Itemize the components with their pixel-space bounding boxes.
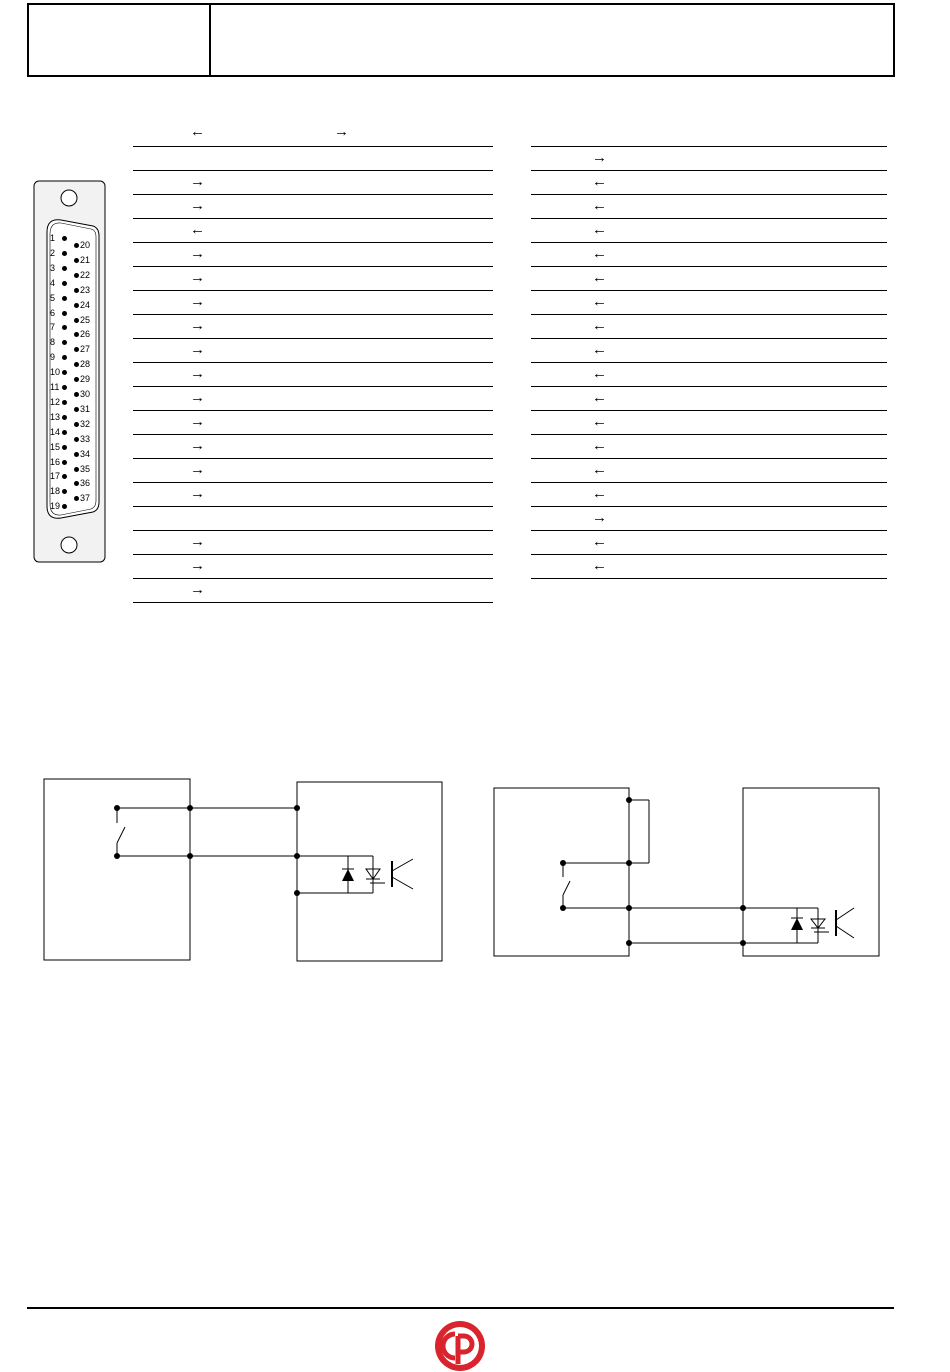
pin-dot [62, 445, 67, 450]
pin-label: 30 [80, 389, 91, 399]
pin-dot [74, 318, 79, 323]
pin-label: 12 [50, 396, 61, 407]
arrow-right-icon: → [190, 437, 205, 454]
pin-dot [74, 452, 79, 457]
pin-label: 29 [80, 374, 91, 385]
pin-label: 25 [80, 314, 91, 325]
table-row [531, 531, 887, 555]
arrow-left-icon: ← [592, 269, 607, 286]
pin-dot [62, 296, 67, 301]
pin-dot [62, 430, 67, 435]
arrow-left-icon: ← [592, 437, 607, 454]
arrow-right-icon: → [190, 317, 205, 334]
db37-connector [33, 180, 107, 564]
arrow-left-icon: ← [592, 317, 607, 334]
pin-label: 19 [50, 501, 61, 512]
pin-label: 2 [50, 247, 56, 258]
pin-dot [74, 288, 79, 293]
table-row [531, 411, 887, 435]
pin-label: 18 [50, 486, 61, 497]
pin-label: 32 [80, 418, 91, 429]
pin-dot [62, 400, 67, 405]
pin-dot [62, 236, 67, 241]
table-row [531, 483, 887, 507]
pin-dot [74, 258, 79, 263]
pin-dot [62, 251, 67, 256]
arrow-right-icon: → [190, 293, 205, 310]
arrow-left-icon: ← [592, 485, 607, 502]
arrow-right-icon: → [190, 173, 205, 190]
pin-dot [74, 467, 79, 472]
table-row [133, 291, 493, 315]
pin-label: 6 [50, 307, 56, 318]
table-row [133, 243, 493, 267]
pin-label: 5 [50, 292, 56, 303]
pin-dot [74, 243, 79, 248]
circuit-diagram-right [490, 785, 885, 965]
pin-dot [62, 266, 67, 271]
table-row [531, 435, 887, 459]
table-row [531, 267, 887, 291]
pin-label: 34 [80, 448, 91, 459]
table-row [531, 147, 887, 171]
arrow-right-icon: → [190, 389, 205, 406]
table-row [531, 339, 887, 363]
arrow-left-icon: ← [592, 413, 607, 430]
header-box [27, 3, 895, 77]
arrow-right-icon: → [190, 533, 205, 550]
arrow-left-icon: ← [592, 461, 607, 478]
pin-label: 31 [80, 403, 91, 414]
pin-dot [74, 303, 79, 308]
arrow-left-icon: ← [592, 245, 607, 262]
left-pin-table [133, 146, 493, 603]
pin-label: 9 [50, 352, 56, 363]
arrow-right-icon: → [190, 461, 205, 478]
table-row [133, 171, 493, 195]
pin-label: 15 [50, 441, 61, 452]
table-row [133, 195, 493, 219]
pin-label: 16 [50, 456, 61, 467]
table-row [133, 435, 493, 459]
pin-label: 4 [50, 277, 56, 288]
pin-label: 33 [80, 433, 91, 444]
pin-dot [74, 407, 79, 412]
pin-label: 26 [80, 329, 91, 340]
pin-label: 14 [50, 426, 61, 437]
cp-logo-icon [434, 1320, 486, 1372]
arrow-left-icon: ← [592, 557, 607, 574]
table-row [133, 483, 493, 507]
pin-dot [62, 460, 67, 465]
arrow-right-icon: → [190, 557, 205, 574]
table-row [531, 387, 887, 411]
arrow-right-icon: → [592, 509, 607, 526]
arrow-left-icon: ← [592, 365, 607, 382]
right-pin-table [531, 146, 887, 579]
arrow-right-icon: → [190, 269, 205, 286]
arrow-right-icon: → [190, 485, 205, 502]
legend-out-arrow-icon: → [334, 123, 349, 140]
pin-dot [62, 281, 67, 286]
arrow-left-icon: ← [592, 293, 607, 310]
pin-label: 1 [50, 233, 56, 243]
table-row [531, 315, 887, 339]
table-row [133, 147, 493, 171]
pin-label: 10 [50, 367, 61, 378]
pin-label: 20 [80, 240, 91, 250]
arrow-left-icon: ← [592, 173, 607, 190]
table-row [133, 387, 493, 411]
arrow-left-icon: ← [592, 221, 607, 238]
table-row [531, 459, 887, 483]
table-row [133, 363, 493, 387]
table-row [531, 171, 887, 195]
pin-dot [62, 385, 67, 390]
arrow-right-icon: → [190, 245, 205, 262]
table-row [531, 507, 887, 531]
table-row [133, 459, 493, 483]
pin-label: 21 [80, 254, 91, 265]
arrow-right-icon: → [190, 341, 205, 358]
pin-dot [74, 392, 79, 397]
arrow-right-icon: → [190, 365, 205, 382]
table-row [531, 291, 887, 315]
table-row [133, 531, 493, 555]
arrow-left-icon: ← [592, 197, 607, 214]
pin-dot [74, 422, 79, 427]
pin-label: 24 [80, 299, 91, 310]
table-row [133, 555, 493, 579]
pin-dot [74, 437, 79, 442]
pin-label: 28 [80, 359, 91, 370]
header-divider [209, 5, 211, 75]
table-row [531, 219, 887, 243]
arrow-right-icon: → [190, 197, 205, 214]
arrow-right-icon: → [190, 581, 205, 598]
pin-label: 27 [80, 344, 91, 355]
pin-label: 23 [80, 284, 91, 295]
table-row [531, 555, 887, 579]
pin-dot [62, 415, 67, 420]
table-row [531, 363, 887, 387]
pin-label: 36 [80, 478, 91, 489]
arrow-right-icon: → [592, 149, 607, 166]
pin-label: 7 [50, 322, 56, 333]
table-row [133, 267, 493, 291]
pin-dot [74, 273, 79, 278]
table-row [133, 315, 493, 339]
table-row [531, 243, 887, 267]
arrow-left-icon: ← [592, 341, 607, 358]
pin-dot [62, 311, 67, 316]
pin-label: 22 [80, 269, 91, 280]
legend-in-arrow-icon: ← [190, 123, 205, 140]
arrow-left-icon: ← [592, 389, 607, 406]
footer-line [27, 1307, 894, 1309]
table-row [531, 195, 887, 219]
table-row [133, 579, 493, 603]
pin-label: 11 [50, 382, 60, 392]
table-row [133, 339, 493, 363]
arrow-left-icon: ← [592, 533, 607, 550]
arrow-right-icon: → [190, 413, 205, 430]
arrow-left-icon: ← [190, 221, 205, 238]
table-row [133, 411, 493, 435]
pin-label: 3 [50, 262, 56, 273]
pin-label: 37 [80, 493, 91, 504]
pin-label: 35 [80, 463, 91, 474]
table-row [133, 219, 493, 243]
pin-label: 13 [50, 411, 61, 422]
pin-label: 17 [50, 471, 61, 482]
pin-label: 8 [50, 337, 56, 348]
table-row [133, 507, 493, 531]
circuit-diagram-left [40, 775, 450, 970]
